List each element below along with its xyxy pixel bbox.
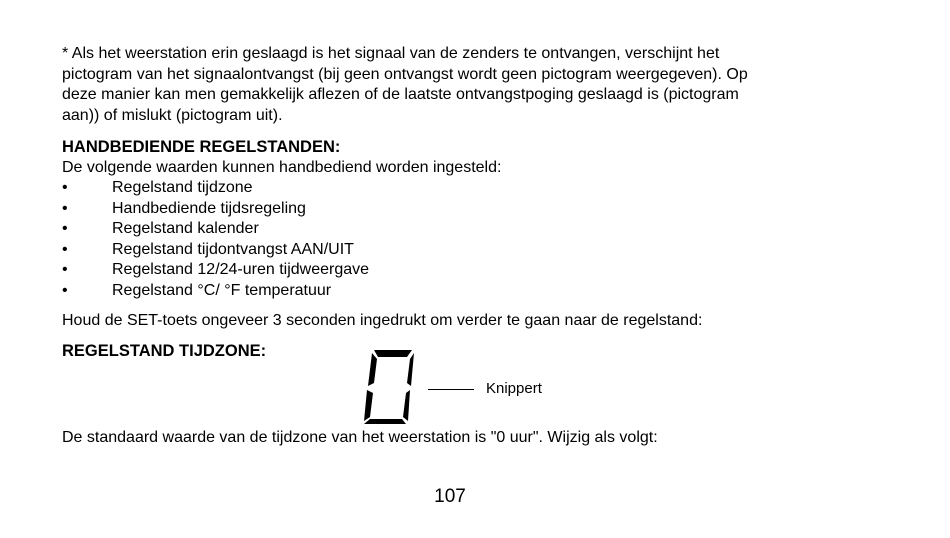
- set-instruction: Houd de SET-toets ongeveer 3 seconden ingedrukt om verder te gaan naar de regelstand:: [62, 312, 703, 329]
- knippert-label: Knippert: [486, 379, 542, 397]
- manual-settings-heading: HANDBEDIENDE REGELSTANDEN:: [62, 138, 341, 156]
- bullet-icon: •: [62, 240, 68, 258]
- document-page: [62, 44, 902, 448]
- list-item-text: Regelstand tijdzone: [112, 179, 253, 196]
- lcd-segment-lower-right: [403, 390, 410, 421]
- lcd-segment-upper-right: [407, 353, 414, 386]
- list-item: [62, 178, 902, 199]
- lcd-segment-upper-left: [368, 353, 377, 386]
- lcd-segment-top: [374, 350, 412, 357]
- lcd-segment-bottom: [364, 419, 406, 424]
- lcd-segment-lower-left: [364, 390, 373, 421]
- bullet-icon: •: [62, 179, 68, 196]
- list-item: [62, 240, 902, 261]
- list-item: [62, 281, 902, 302]
- intro-line: deze manier kan men gemakkelijk aflezen of de laatste ontvangstpoging geslaagd is (pictogram: [62, 86, 739, 103]
- list-item-text: Handbediende tijdsregeling: [112, 199, 306, 217]
- list-item: [62, 199, 902, 220]
- manual-settings-list: [62, 178, 902, 301]
- intro-line: pictogram van het signaalontvangst (bij geen ontvangst wordt geen pictogram weergegeven). Op: [62, 65, 748, 83]
- list-item-text: Regelstand °C/ °F temperatuur: [112, 281, 332, 299]
- list-item: [62, 219, 902, 240]
- timezone-heading: REGELSTAND TIJDZONE:: [62, 341, 267, 360]
- lcd-digit-display: [360, 347, 420, 427]
- timezone-section: [62, 341, 902, 431]
- bullet-icon: •: [62, 220, 68, 237]
- intro-paragraph: [62, 44, 902, 126]
- list-item-text: Regelstand 12/24-uren tijdweergave: [112, 261, 370, 278]
- bullet-icon: •: [62, 199, 68, 217]
- manual-settings-lead: De volgende waarden kunnen handbediend worden ingesteld:: [62, 158, 502, 176]
- list-item-text: Regelstand tijdontvangst AAN/UIT: [112, 240, 354, 258]
- callout-line: [428, 389, 474, 390]
- list-item: [62, 260, 902, 281]
- timezone-footer: De standaard waarde van de tijdzone van het weerstation is "0 uur". Wijzig als volgt:: [62, 428, 658, 446]
- intro-line: * Als het weerstation erin geslaagd is het signaal van de zenders te ontvangen, verschijnt het: [62, 45, 720, 62]
- bullet-icon: •: [62, 261, 68, 278]
- list-item-text: Regelstand kalender: [112, 220, 259, 237]
- bullet-icon: •: [62, 281, 68, 299]
- page-number: 107: [434, 486, 466, 507]
- intro-line: aan)) of mislukt (pictogram uit).: [62, 106, 283, 124]
